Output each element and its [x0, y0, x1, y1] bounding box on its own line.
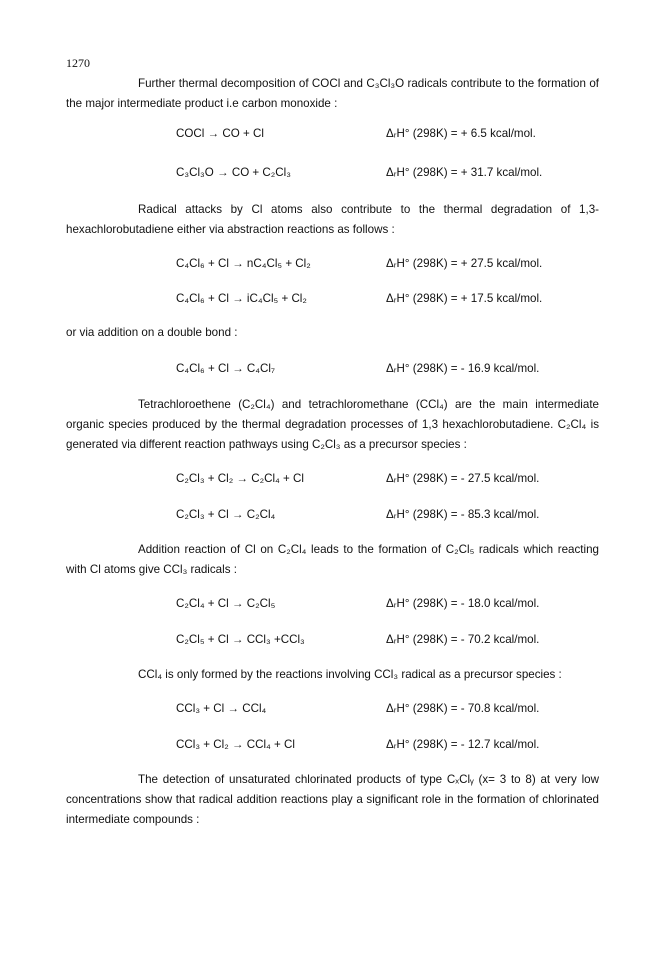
paragraph-unsaturated: The detection of unsaturated chlorinated products of type CₓClᵧ (x= 3 to 8) at very low concentrations show that radical addition reactions play a significant role in the formation of chlorinated intermediate compounds :: [66, 773, 599, 826]
reaction-row: [176, 166, 672, 184]
reaction-row: [176, 472, 672, 490]
page-number: 1270: [66, 56, 90, 70]
reaction-row: [176, 257, 672, 275]
reaction-enthalpy: ΔᵣH° (298K) = + 27.5 kcal/mol.: [386, 257, 543, 270]
reaction-enthalpy: ΔᵣH° (298K) = - 12.7 kcal/mol.: [386, 738, 540, 751]
reaction-row: [176, 597, 672, 615]
paragraph-abstraction: Radical attacks by Cl atoms also contribute to the thermal degradation of 1,3-hexachlorobutadiene either via abstraction reactions as follows :: [66, 203, 599, 236]
reaction-enthalpy: ΔᵣH° (298K) = + 31.7 kcal/mol.: [386, 166, 543, 179]
reaction-enthalpy: ΔᵣH° (298K) = + 6.5 kcal/mol.: [386, 127, 536, 140]
reaction-equation: C₂Cl₅ + Cl → CCl₃ +CCl₃: [176, 633, 305, 646]
reaction-enthalpy: ΔᵣH° (298K) = - 70.8 kcal/mol.: [386, 702, 540, 715]
paragraph-addition: or via addition on a double bond :: [66, 326, 238, 339]
reaction-row: [176, 292, 672, 310]
reaction-equation: C₄Cl₆ + Cl → C₄Cl₇: [176, 362, 275, 375]
reaction-row: [176, 738, 672, 756]
reaction-equation: C₃Cl₃O → CO + C₂Cl₃: [176, 166, 291, 179]
reaction-equation: CCl₃ + Cl → CCl₄: [176, 702, 267, 715]
reaction-row: [176, 702, 672, 720]
paragraph-c2cl5: Addition reaction of Cl on C₂Cl₄ leads to the formation of C₂Cl₅ radicals which reacting with Cl atoms give CCl₃ radicals :: [66, 543, 599, 576]
reaction-equation: C₄Cl₆ + Cl → iC₄Cl₅ + Cl₂: [176, 292, 307, 305]
reaction-enthalpy: ΔᵣH° (298K) = - 16.9 kcal/mol.: [386, 362, 540, 375]
reaction-enthalpy: ΔᵣH° (298K) = - 18.0 kcal/mol.: [386, 597, 540, 610]
reaction-row: [176, 127, 672, 145]
reaction-equation: COCl → CO + Cl: [176, 127, 264, 140]
reaction-enthalpy: ΔᵣH° (298K) = - 27.5 kcal/mol.: [386, 472, 540, 485]
reaction-enthalpy: ΔᵣH° (298K) = + 17.5 kcal/mol.: [386, 292, 543, 305]
reaction-row: [176, 633, 672, 651]
paragraph-tetrachloroethene: Tetrachloroethene (C₂Cl₄) and tetrachloromethane (CCl₄) are the main intermediate organic species produced by the thermal degradation processes of 1,3 hexachlorobutadiene. C₂Cl₄ is generated via different reaction pathways using C₂Cl₃ as a precursor species :: [66, 398, 599, 451]
reaction-row: [176, 362, 672, 380]
reaction-equation: CCl₃ + Cl₂ → CCl₄ + Cl: [176, 738, 295, 751]
reaction-equation: C₂Cl₃ + Cl₂ → C₂Cl₄ + Cl: [176, 472, 304, 485]
reaction-equation: C₂Cl₃ + Cl → C₂Cl₄: [176, 508, 276, 521]
paragraph-ccl4: CCl₄ is only formed by the reactions involving CCl₃ radical as a precursor species :: [138, 668, 562, 681]
reaction-equation: C₂Cl₄ + Cl → C₂Cl₅: [176, 597, 276, 610]
reaction-enthalpy: ΔᵣH° (298K) = - 70.2 kcal/mol.: [386, 633, 540, 646]
paragraph-co-formation: Further thermal decomposition of COCl and C₃Cl₃O radicals contribute to the formation of the major intermediate product i.e carbon monoxide :: [66, 77, 599, 110]
reaction-row: [176, 508, 672, 526]
reaction-enthalpy: ΔᵣH° (298K) = - 85.3 kcal/mol.: [386, 508, 540, 521]
reaction-equation: C₄Cl₆ + Cl → nC₄Cl₅ + Cl₂: [176, 257, 311, 270]
